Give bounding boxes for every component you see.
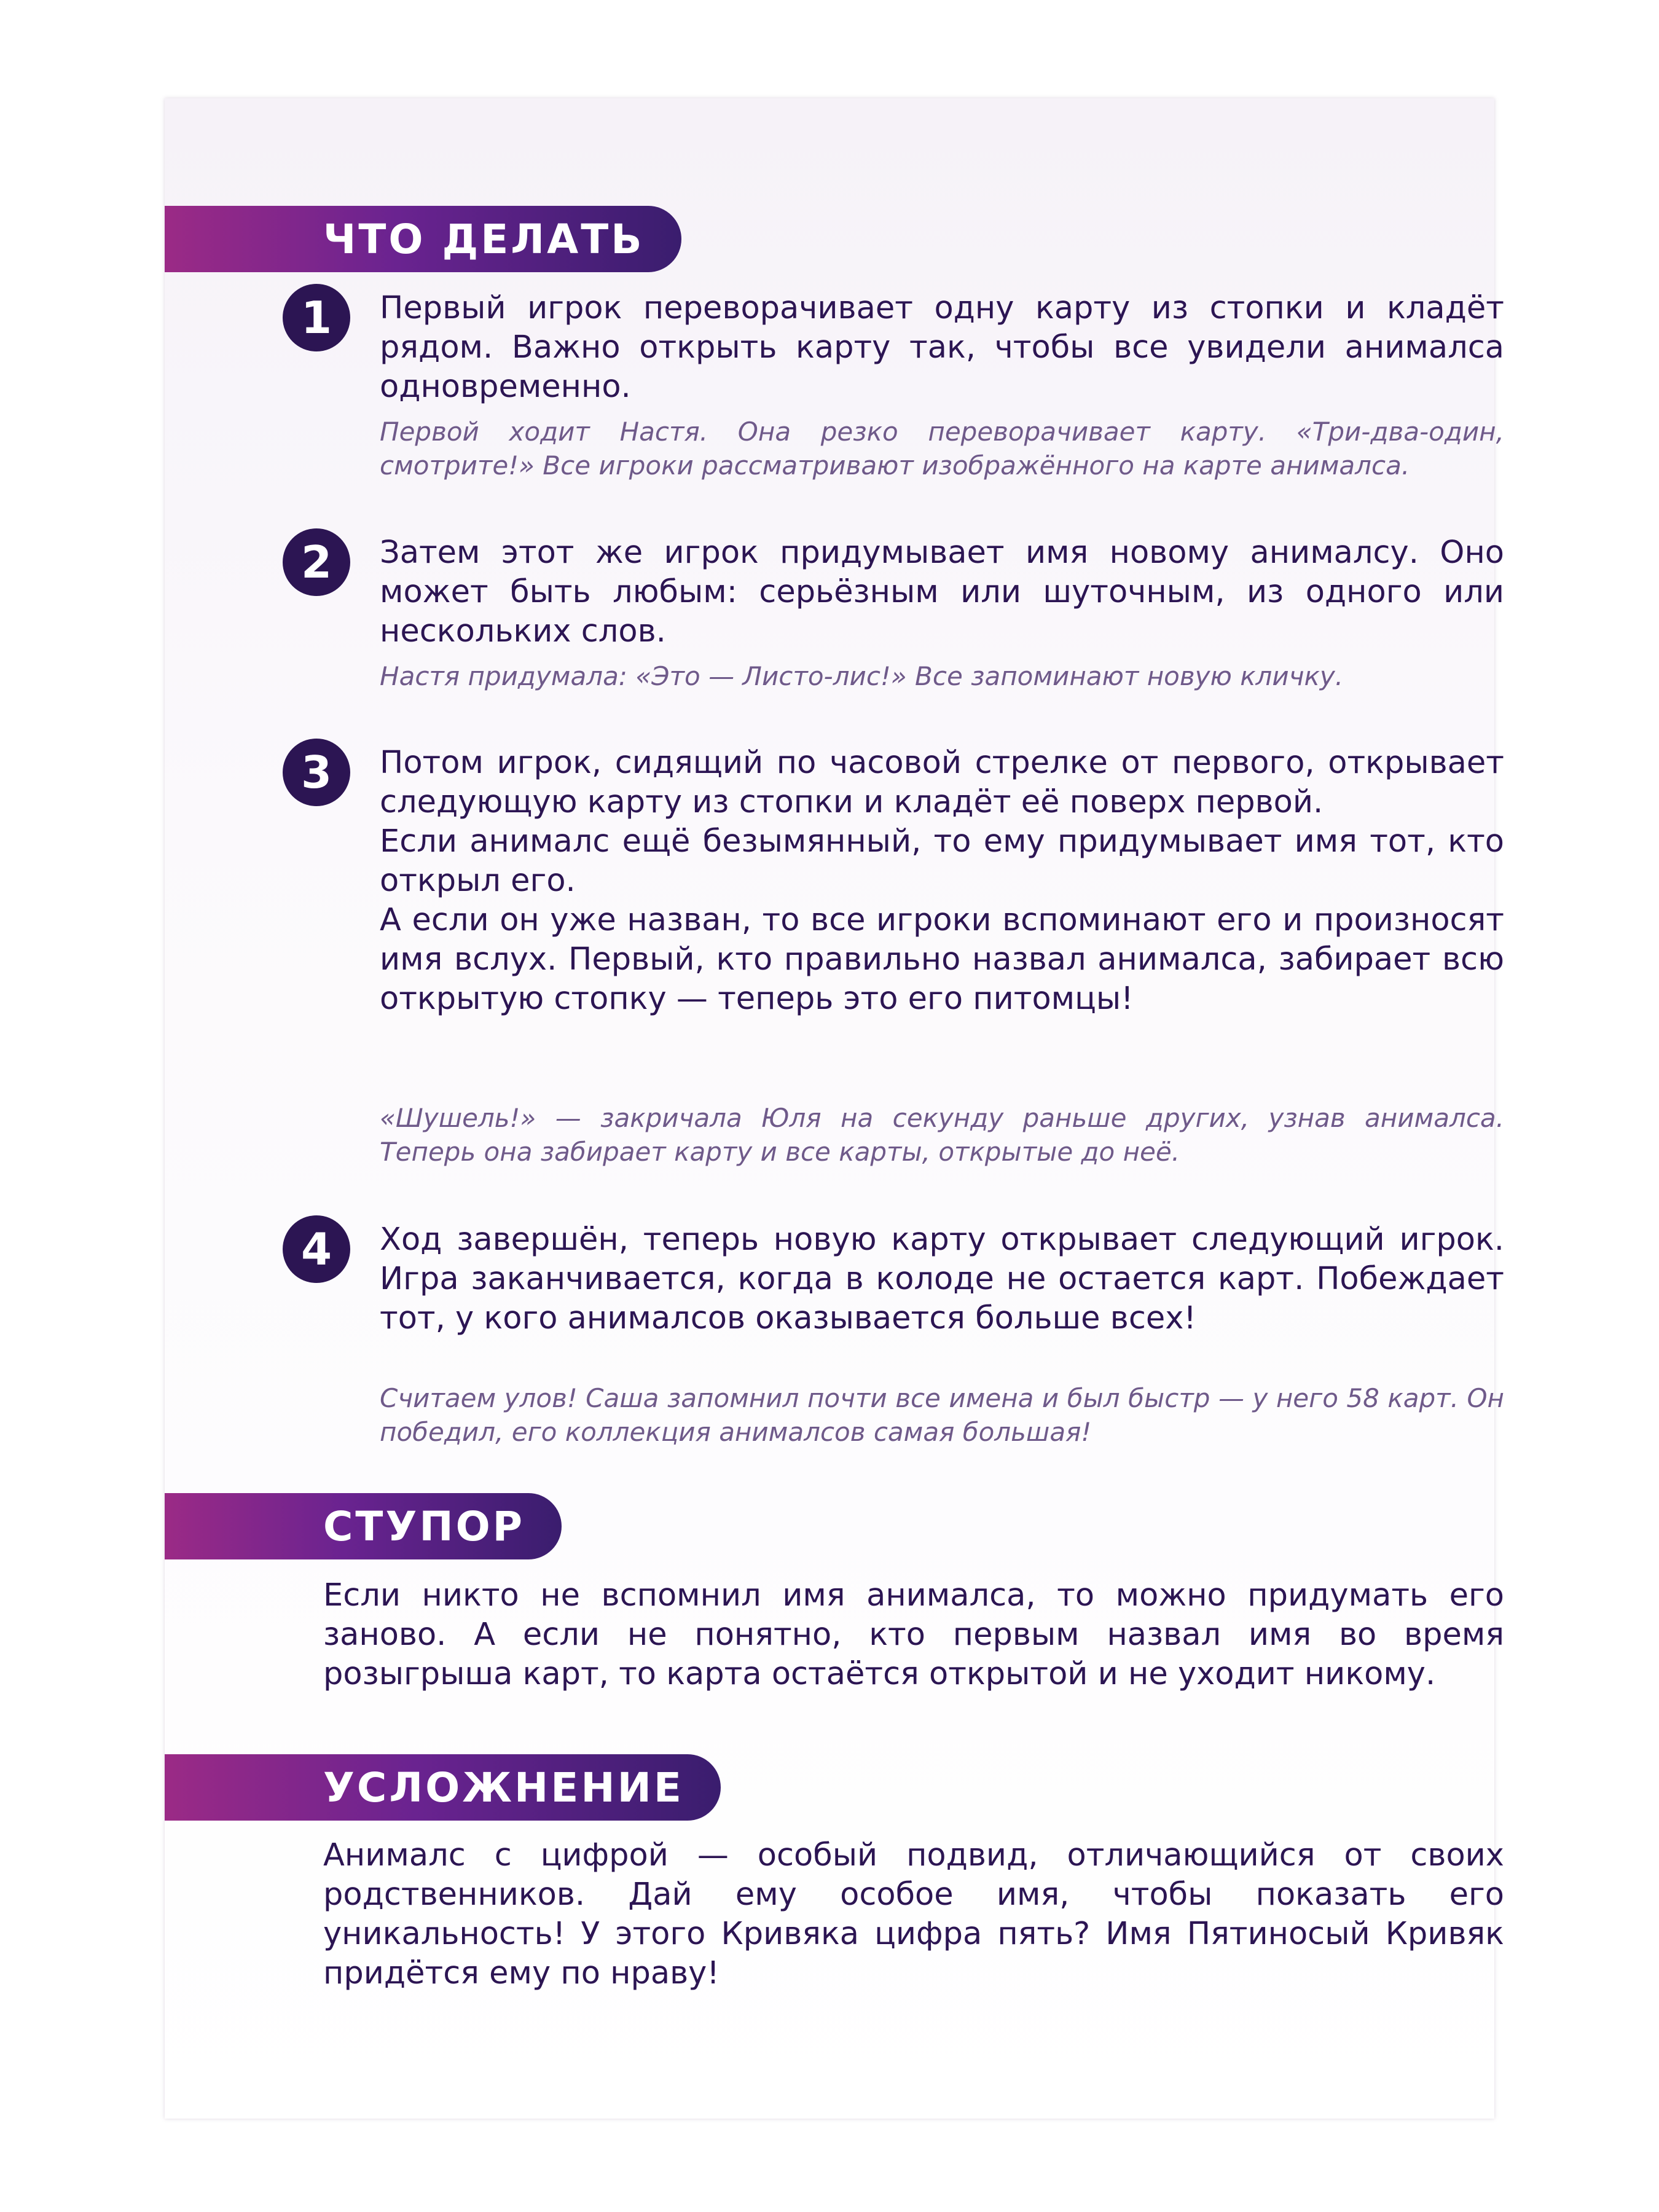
step-3-paragraph-3: А если он уже назван, то все игроки вспоминают его и произносят имя вслух. Первый, кто правильно назвал анималса, забирает всю открытую стопку — теперь это его питомцы! <box>380 902 1504 1017</box>
section-header-stupor <box>165 1493 562 1559</box>
step-1-badge <box>283 284 350 351</box>
step-3-text <box>380 743 1504 1019</box>
section-title-what-to-do: ЧТО ДЕЛАТЬ <box>323 215 645 263</box>
step-3-badge <box>283 739 350 806</box>
complication-text: Анималс с цифрой — особый подвид, отличающийся от своих родственников. Дай ему особое имя, чтобы показать его уникальность! У этого Кривяка цифра пять? Имя Пятиносый Кривяк придётся ему по нраву! <box>323 1837 1504 1991</box>
step-2-paragraph: Затем этот же игрок придумывает имя новому анималсу. Оно может быть любым: серьёзным или шуточным, из одного или нескольких слов. <box>380 535 1504 649</box>
step-3-number: 3 <box>300 747 332 798</box>
stupor-text: Если никто не вспомнил имя анималса, то можно придумать его заново. А если не понятно, кто первым назвал имя во время розыгрыша карт, то карта остаётся открытой и не уходит никому. <box>323 1577 1504 1692</box>
step-1-number: 1 <box>300 292 332 343</box>
step-4-number: 4 <box>300 1223 332 1275</box>
step-1-example: Первой ходит Настя. Она резко переворачивает карту. «Три-два-один, смотрите!» Все игроки рассматривают изображённого на карте анималса. <box>380 417 1504 480</box>
section-title-complication: УСЛОЖНЕНИЕ <box>323 1763 684 1811</box>
rules-card <box>165 98 1504 2119</box>
section-title-stupor: СТУПОР <box>323 1502 525 1550</box>
step-1-paragraph: Первый игрок переворачивает одну карту из стопки и кладёт рядом. Важно открыть карту так, чтобы все увидели анималса одновременно. <box>380 290 1504 405</box>
step-3-paragraph-1: Потом игрок, сидящий по часовой стрелке от первого, открывает следующую карту из стопки и кладёт её поверх первой. <box>380 745 1504 820</box>
section-header-complication <box>165 1754 721 1821</box>
step-2-number: 2 <box>300 536 332 588</box>
step-4-example: Считаем улов! Саша запомнил почти все имена и был быстр — у него 58 карт. Он победил, его коллекция анималсов самая большая! <box>380 1383 1504 1447</box>
step-1-text <box>380 289 1504 407</box>
section-header-what-to-do <box>165 206 681 272</box>
step-2-badge <box>283 528 350 596</box>
step-3-paragraph-2: Если анималс ещё безымянный, то ему придумывает имя тот, кто открыл его. <box>380 823 1504 899</box>
step-4-badge <box>283 1215 350 1283</box>
step-4-text <box>380 1220 1504 1338</box>
step-2-text <box>380 533 1504 651</box>
step-4-paragraph: Ход завершён, теперь новую карту открывает следующий игрок. Игра заканчивается, когда в колоде не остается карт. Побеждает тот, у кого анималсов оказывается больше всех! <box>380 1222 1504 1336</box>
step-2-example: Настя придумала: «Это — Листо-лис!» Все запоминают новую кличку. <box>380 661 1344 691</box>
step-3-example: «Шушель!» — закричала Юля на секунду раньше других, узнав анималса. Теперь она забирает карту и все карты, открытые до неё. <box>380 1103 1504 1167</box>
